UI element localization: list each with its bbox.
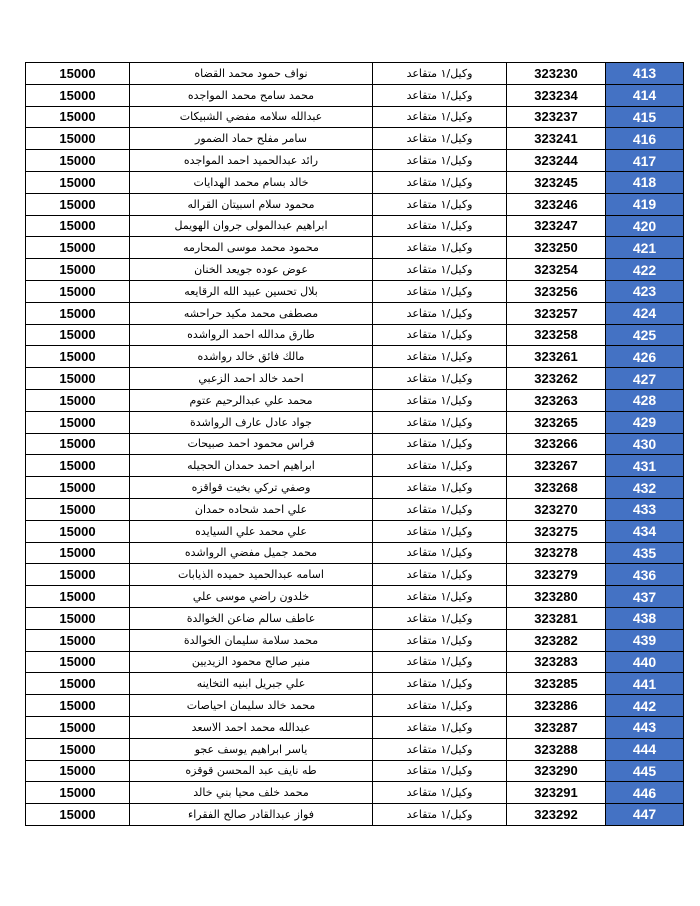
rank-cell: وكيل/١ متقاعد bbox=[373, 542, 507, 564]
table-row bbox=[26, 346, 684, 368]
code-cell: 323285 bbox=[507, 673, 606, 695]
sequence-number-cell: 435 bbox=[606, 542, 684, 564]
table-row bbox=[26, 520, 684, 542]
sequence-number-cell: 419 bbox=[606, 193, 684, 215]
code-cell: 323268 bbox=[507, 477, 606, 499]
code-cell: 323279 bbox=[507, 564, 606, 586]
rank-cell: وكيل/١ متقاعد bbox=[373, 280, 507, 302]
rank-cell: وكيل/١ متقاعد bbox=[373, 106, 507, 128]
rank-cell: وكيل/١ متقاعد bbox=[373, 673, 507, 695]
name-cell: محمود محمد موسى المحارمه bbox=[130, 237, 373, 259]
table-row bbox=[26, 324, 684, 346]
name-cell: مالك فائق خالد رواشده bbox=[130, 346, 373, 368]
code-cell: 323246 bbox=[507, 193, 606, 215]
rank-cell: وكيل/١ متقاعد bbox=[373, 171, 507, 193]
sequence-number-cell: 426 bbox=[606, 346, 684, 368]
rank-cell: وكيل/١ متقاعد bbox=[373, 128, 507, 150]
sequence-number-cell: 416 bbox=[606, 128, 684, 150]
name-cell: احمد خالد احمد الزعبي bbox=[130, 368, 373, 390]
rank-cell: وكيل/١ متقاعد bbox=[373, 84, 507, 106]
sequence-number-cell: 429 bbox=[606, 411, 684, 433]
name-cell: اسامه عبدالحميد حميده الذيابات bbox=[130, 564, 373, 586]
sequence-number-cell: 417 bbox=[606, 150, 684, 172]
name-cell: فواز عبدالقادر صالح الفقراء bbox=[130, 804, 373, 826]
name-cell: محمد سامح محمد المواجده bbox=[130, 84, 373, 106]
amount-cell: 15000 bbox=[26, 695, 130, 717]
sequence-number-cell: 432 bbox=[606, 477, 684, 499]
code-cell: 323230 bbox=[507, 63, 606, 85]
sequence-number-cell: 438 bbox=[606, 607, 684, 629]
code-cell: 323263 bbox=[507, 389, 606, 411]
amount-cell: 15000 bbox=[26, 259, 130, 281]
amount-cell: 15000 bbox=[26, 280, 130, 302]
code-cell: 323270 bbox=[507, 498, 606, 520]
table-row bbox=[26, 782, 684, 804]
code-cell: 323237 bbox=[507, 106, 606, 128]
table-row bbox=[26, 150, 684, 172]
sequence-number-cell: 430 bbox=[606, 433, 684, 455]
code-cell: 323247 bbox=[507, 215, 606, 237]
rank-cell: وكيل/١ متقاعد bbox=[373, 324, 507, 346]
amount-cell: 15000 bbox=[26, 302, 130, 324]
rank-cell: وكيل/١ متقاعد bbox=[373, 237, 507, 259]
sequence-number-cell: 421 bbox=[606, 237, 684, 259]
code-cell: 323241 bbox=[507, 128, 606, 150]
sequence-number-cell: 433 bbox=[606, 498, 684, 520]
name-cell: ابراهيم عبدالمولى جروان الهويمل bbox=[130, 215, 373, 237]
amount-cell: 15000 bbox=[26, 84, 130, 106]
rank-cell: وكيل/١ متقاعد bbox=[373, 651, 507, 673]
rank-cell: وكيل/١ متقاعد bbox=[373, 455, 507, 477]
name-cell: محمد خالد سليمان احياصات bbox=[130, 695, 373, 717]
table-row bbox=[26, 84, 684, 106]
amount-cell: 15000 bbox=[26, 520, 130, 542]
amount-cell: 15000 bbox=[26, 542, 130, 564]
name-cell: محمود سلام اسبيتان القراله bbox=[130, 193, 373, 215]
rank-cell: وكيل/١ متقاعد bbox=[373, 760, 507, 782]
amount-cell: 15000 bbox=[26, 368, 130, 390]
amount-cell: 15000 bbox=[26, 128, 130, 150]
amount-cell: 15000 bbox=[26, 63, 130, 85]
code-cell: 323290 bbox=[507, 760, 606, 782]
code-cell: 323267 bbox=[507, 455, 606, 477]
name-cell: نواف حمود محمد القضاه bbox=[130, 63, 373, 85]
name-cell: عاطف سالم ضاعن الخوالدة bbox=[130, 607, 373, 629]
table-row bbox=[26, 433, 684, 455]
name-cell: طارق مدالله احمد الرواشده bbox=[130, 324, 373, 346]
code-cell: 323282 bbox=[507, 629, 606, 651]
name-cell: عبدالله محمد احمد الاسعد bbox=[130, 716, 373, 738]
rank-cell: وكيل/١ متقاعد bbox=[373, 411, 507, 433]
rank-cell: وكيل/١ متقاعد bbox=[373, 716, 507, 738]
code-cell: 323266 bbox=[507, 433, 606, 455]
amount-cell: 15000 bbox=[26, 738, 130, 760]
name-cell: وصفي تركي بخيت قواقزه bbox=[130, 477, 373, 499]
rank-cell: وكيل/١ متقاعد bbox=[373, 695, 507, 717]
table-row bbox=[26, 760, 684, 782]
name-cell: فراس محمود احمد صبيحات bbox=[130, 433, 373, 455]
rank-cell: وكيل/١ متقاعد bbox=[373, 302, 507, 324]
rank-cell: وكيل/١ متقاعد bbox=[373, 150, 507, 172]
code-cell: 323234 bbox=[507, 84, 606, 106]
rank-cell: وكيل/١ متقاعد bbox=[373, 63, 507, 85]
code-cell: 323275 bbox=[507, 520, 606, 542]
name-cell: خلدون راضي موسى علي bbox=[130, 586, 373, 608]
sequence-number-cell: 413 bbox=[606, 63, 684, 85]
table-row bbox=[26, 542, 684, 564]
sequence-number-cell: 447 bbox=[606, 804, 684, 826]
code-cell: 323288 bbox=[507, 738, 606, 760]
amount-cell: 15000 bbox=[26, 346, 130, 368]
name-cell: بلال تحسين عبيد الله الرقايعه bbox=[130, 280, 373, 302]
code-cell: 323258 bbox=[507, 324, 606, 346]
table-row bbox=[26, 389, 684, 411]
rank-cell: وكيل/١ متقاعد bbox=[373, 368, 507, 390]
table-row bbox=[26, 302, 684, 324]
amount-cell: 15000 bbox=[26, 760, 130, 782]
rank-cell: وكيل/١ متقاعد bbox=[373, 586, 507, 608]
table-row bbox=[26, 106, 684, 128]
name-cell: محمد خلف محيا بني خالد bbox=[130, 782, 373, 804]
table-row bbox=[26, 738, 684, 760]
amount-cell: 15000 bbox=[26, 106, 130, 128]
amount-cell: 15000 bbox=[26, 607, 130, 629]
sequence-number-cell: 420 bbox=[606, 215, 684, 237]
table-row bbox=[26, 411, 684, 433]
table-row bbox=[26, 455, 684, 477]
sequence-number-cell: 434 bbox=[606, 520, 684, 542]
table-row bbox=[26, 695, 684, 717]
code-cell: 323265 bbox=[507, 411, 606, 433]
name-cell: محمد علي عبدالرحيم عتوم bbox=[130, 389, 373, 411]
amount-cell: 15000 bbox=[26, 673, 130, 695]
rank-cell: وكيل/١ متقاعد bbox=[373, 782, 507, 804]
amount-cell: 15000 bbox=[26, 215, 130, 237]
table-row bbox=[26, 564, 684, 586]
amount-cell: 15000 bbox=[26, 804, 130, 826]
rank-cell: وكيل/١ متقاعد bbox=[373, 346, 507, 368]
sequence-number-cell: 446 bbox=[606, 782, 684, 804]
table-row bbox=[26, 368, 684, 390]
amount-cell: 15000 bbox=[26, 389, 130, 411]
name-cell: جواد عادل عارف الرواشدة bbox=[130, 411, 373, 433]
sequence-number-cell: 427 bbox=[606, 368, 684, 390]
rank-cell: وكيل/١ متقاعد bbox=[373, 215, 507, 237]
amount-cell: 15000 bbox=[26, 324, 130, 346]
amount-cell: 15000 bbox=[26, 455, 130, 477]
table-row bbox=[26, 215, 684, 237]
amount-cell: 15000 bbox=[26, 629, 130, 651]
beneficiaries-table bbox=[25, 62, 684, 826]
name-cell: ابراهيم احمد حمدان الحجيله bbox=[130, 455, 373, 477]
name-cell: علي جبريل ابنيه التخاينه bbox=[130, 673, 373, 695]
code-cell: 323254 bbox=[507, 259, 606, 281]
name-cell: طه نايف عبد المحسن قوقزه bbox=[130, 760, 373, 782]
table-row bbox=[26, 193, 684, 215]
sequence-number-cell: 441 bbox=[606, 673, 684, 695]
code-cell: 323250 bbox=[507, 237, 606, 259]
code-cell: 323257 bbox=[507, 302, 606, 324]
rank-cell: وكيل/١ متقاعد bbox=[373, 193, 507, 215]
table-row bbox=[26, 237, 684, 259]
sequence-number-cell: 442 bbox=[606, 695, 684, 717]
sequence-number-cell: 428 bbox=[606, 389, 684, 411]
sequence-number-cell: 415 bbox=[606, 106, 684, 128]
table-row bbox=[26, 280, 684, 302]
rank-cell: وكيل/١ متقاعد bbox=[373, 629, 507, 651]
code-cell: 323245 bbox=[507, 171, 606, 193]
rank-cell: وكيل/١ متقاعد bbox=[373, 564, 507, 586]
table-row bbox=[26, 673, 684, 695]
sequence-number-cell: 437 bbox=[606, 586, 684, 608]
name-cell: سامر مفلح حماد الضمور bbox=[130, 128, 373, 150]
rank-cell: وكيل/١ متقاعد bbox=[373, 607, 507, 629]
table-row bbox=[26, 651, 684, 673]
rank-cell: وكيل/١ متقاعد bbox=[373, 477, 507, 499]
table-row bbox=[26, 629, 684, 651]
name-cell: منير صالح محمود الزيديين bbox=[130, 651, 373, 673]
table-row bbox=[26, 498, 684, 520]
sequence-number-cell: 418 bbox=[606, 171, 684, 193]
amount-cell: 15000 bbox=[26, 171, 130, 193]
name-cell: محمد جميل مفضي الرواشده bbox=[130, 542, 373, 564]
rank-cell: وكيل/١ متقاعد bbox=[373, 433, 507, 455]
sequence-number-cell: 425 bbox=[606, 324, 684, 346]
table-row bbox=[26, 128, 684, 150]
amount-cell: 15000 bbox=[26, 150, 130, 172]
amount-cell: 15000 bbox=[26, 651, 130, 673]
code-cell: 323280 bbox=[507, 586, 606, 608]
rank-cell: وكيل/١ متقاعد bbox=[373, 738, 507, 760]
name-cell: علي محمد علي السيايده bbox=[130, 520, 373, 542]
sequence-number-cell: 423 bbox=[606, 280, 684, 302]
code-cell: 323261 bbox=[507, 346, 606, 368]
table-row bbox=[26, 586, 684, 608]
amount-cell: 15000 bbox=[26, 782, 130, 804]
rank-cell: وكيل/١ متقاعد bbox=[373, 804, 507, 826]
amount-cell: 15000 bbox=[26, 237, 130, 259]
sequence-number-cell: 431 bbox=[606, 455, 684, 477]
sequence-number-cell: 444 bbox=[606, 738, 684, 760]
code-cell: 323291 bbox=[507, 782, 606, 804]
name-cell: عبدالله سلامه مفضي الشبيكات bbox=[130, 106, 373, 128]
name-cell: محمد سلامة سليمان الخوالدة bbox=[130, 629, 373, 651]
name-cell: عوض عوده جويعد الخنان bbox=[130, 259, 373, 281]
table-row bbox=[26, 804, 684, 826]
amount-cell: 15000 bbox=[26, 716, 130, 738]
name-cell: ياسر ابراهيم يوسف عجو bbox=[130, 738, 373, 760]
amount-cell: 15000 bbox=[26, 411, 130, 433]
amount-cell: 15000 bbox=[26, 498, 130, 520]
code-cell: 323292 bbox=[507, 804, 606, 826]
sequence-number-cell: 436 bbox=[606, 564, 684, 586]
table-body bbox=[26, 63, 684, 826]
table-row bbox=[26, 259, 684, 281]
amount-cell: 15000 bbox=[26, 433, 130, 455]
name-cell: علي احمد شحاده حمدان bbox=[130, 498, 373, 520]
amount-cell: 15000 bbox=[26, 564, 130, 586]
code-cell: 323262 bbox=[507, 368, 606, 390]
rank-cell: وكيل/١ متقاعد bbox=[373, 520, 507, 542]
table-row bbox=[26, 171, 684, 193]
name-cell: خالد بسام محمد الهدايات bbox=[130, 171, 373, 193]
table-row bbox=[26, 607, 684, 629]
sequence-number-cell: 440 bbox=[606, 651, 684, 673]
name-cell: مصطفى محمد مكيد حراحشه bbox=[130, 302, 373, 324]
code-cell: 323287 bbox=[507, 716, 606, 738]
amount-cell: 15000 bbox=[26, 477, 130, 499]
rank-cell: وكيل/١ متقاعد bbox=[373, 389, 507, 411]
code-cell: 323283 bbox=[507, 651, 606, 673]
code-cell: 323256 bbox=[507, 280, 606, 302]
sequence-number-cell: 414 bbox=[606, 84, 684, 106]
rank-cell: وكيل/١ متقاعد bbox=[373, 259, 507, 281]
rank-cell: وكيل/١ متقاعد bbox=[373, 498, 507, 520]
code-cell: 323278 bbox=[507, 542, 606, 564]
amount-cell: 15000 bbox=[26, 193, 130, 215]
sequence-number-cell: 422 bbox=[606, 259, 684, 281]
table-row bbox=[26, 716, 684, 738]
code-cell: 323281 bbox=[507, 607, 606, 629]
code-cell: 323286 bbox=[507, 695, 606, 717]
table-row bbox=[26, 63, 684, 85]
sequence-number-cell: 445 bbox=[606, 760, 684, 782]
table-row bbox=[26, 477, 684, 499]
code-cell: 323244 bbox=[507, 150, 606, 172]
sequence-number-cell: 424 bbox=[606, 302, 684, 324]
sequence-number-cell: 439 bbox=[606, 629, 684, 651]
name-cell: رائد عبدالحميد احمد المواجده bbox=[130, 150, 373, 172]
amount-cell: 15000 bbox=[26, 586, 130, 608]
sequence-number-cell: 443 bbox=[606, 716, 684, 738]
